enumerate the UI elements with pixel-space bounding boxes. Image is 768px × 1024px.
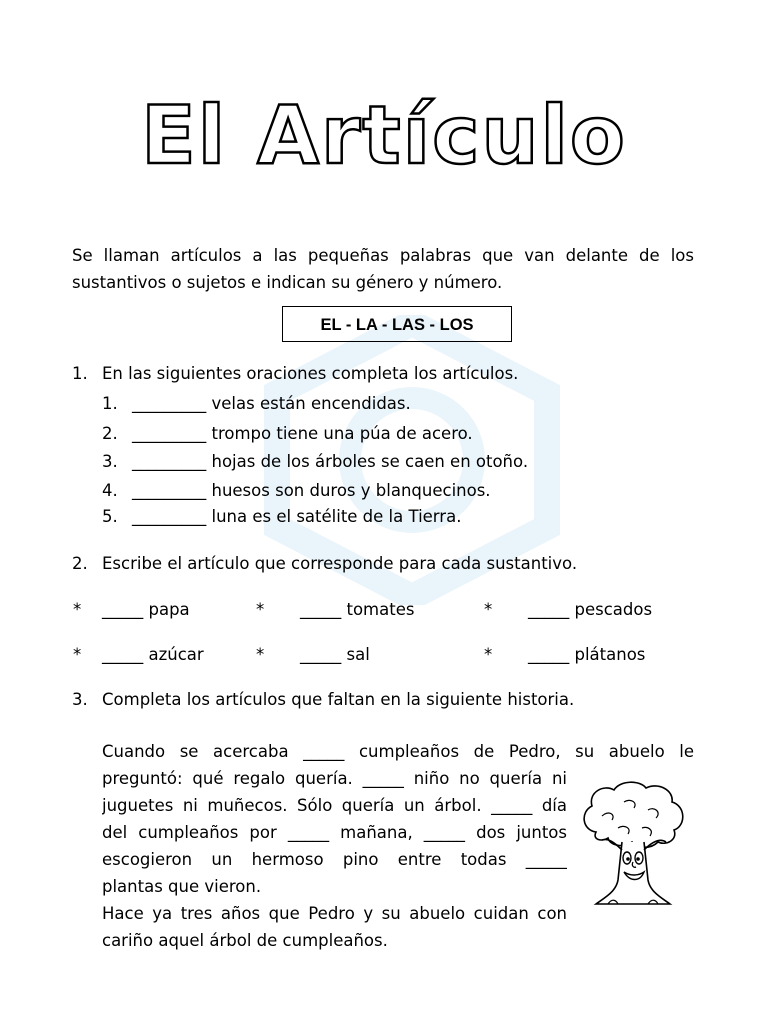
story-line: escogieron un hermoso pino entre todas _____ (102, 850, 567, 869)
q1-item-text: _________ velas están encendidas. (132, 394, 411, 413)
question-3-number: 3. (72, 690, 88, 709)
q1-item-number: 1. (102, 394, 118, 413)
intro-paragraph: Se llaman artículos a las pequeñas palabras que van delante de los sustantivos o sujetos e indican su género y número. (72, 246, 694, 292)
story-line: del cumpleaños por _____ mañana, _____ dos juntos (102, 823, 567, 842)
question-2-text: Escribe el artículo que corresponde para cada sustantivo. (102, 554, 578, 573)
tree-illustration (578, 780, 688, 910)
noun-item: _____ papa (102, 600, 190, 619)
bullet-star: * (256, 645, 265, 664)
q1-item-number: 2. (102, 424, 118, 443)
q1-item-text: _________ luna es el satélite de la Tierra. (132, 507, 462, 526)
bullet-star: * (73, 600, 82, 619)
bullet-star: * (484, 600, 493, 619)
story-line: preguntó: qué regalo quería. _____ niño no quería ni (102, 769, 567, 788)
question-3-text: Completa los artículos que faltan en la siguiente historia. (102, 690, 575, 709)
noun-item: _____ azúcar (102, 645, 204, 664)
story-line: Hace ya tres años que Pedro y su abuelo cuidan con (102, 904, 567, 923)
q1-item-text: _________ trompo tiene una púa de acero. (132, 424, 473, 443)
story-line: plantas que vieron. (102, 877, 262, 896)
noun-item: _____ plátanos (528, 645, 646, 664)
articles-box: EL - LA - LAS - LOS (282, 306, 512, 342)
noun-item: _____ sal (300, 645, 370, 664)
question-1-text: En las siguientes oraciones completa los artículos. (102, 364, 519, 383)
story-line: juguetes ni muñecos. Sólo quería un árbol. _____ día (102, 796, 567, 815)
bullet-star: * (256, 600, 265, 619)
story-line: cariño aquel árbol de cumpleaños. (102, 931, 388, 950)
q1-item-number: 5. (102, 507, 118, 526)
bullet-star: * (73, 645, 82, 664)
bullet-star: * (484, 645, 493, 664)
q1-item-text: _________ huesos son duros y blanquecinos. (132, 481, 491, 500)
page-title: El Artículo (141, 89, 627, 182)
question-1-number: 1. (72, 364, 88, 383)
question-2-number: 2. (72, 554, 88, 573)
q1-item-number: 3. (102, 452, 118, 471)
noun-item: _____ pescados (528, 600, 653, 619)
noun-item: _____ tomates (300, 600, 415, 619)
story-line: Cuando se acercaba _____ cumpleaños de Pedro, su abuelo le (102, 742, 694, 761)
q1-item-number: 4. (102, 481, 118, 500)
q1-item-text: _________ hojas de los árboles se caen en otoño. (132, 452, 529, 471)
